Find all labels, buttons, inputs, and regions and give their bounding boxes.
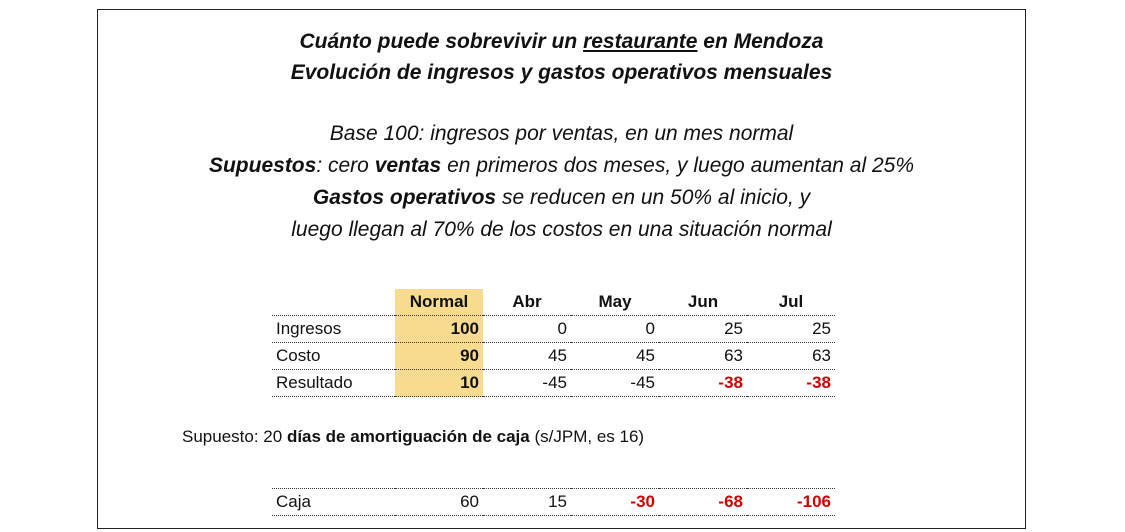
title-text-end: en Mendoza — [703, 30, 824, 53]
row-label: Resultado — [272, 370, 395, 397]
description-line-3 — [98, 182, 1025, 214]
content-frame — [97, 9, 1026, 529]
description — [98, 118, 1025, 246]
cell-negative: -68 — [659, 489, 747, 516]
assumption-prefix: Supuesto: 20 — [182, 427, 283, 446]
title-text: Cuánto puede sobrevivir un — [299, 30, 578, 53]
header-jul: Jul — [747, 289, 835, 316]
cell: 45 — [571, 343, 659, 370]
cell-negative: -106 — [747, 489, 835, 516]
table-header-row — [272, 289, 835, 316]
assumption-bold: días de amortiguación de caja — [286, 427, 530, 446]
cell: 25 — [659, 316, 747, 343]
cell: 63 — [659, 343, 747, 370]
description-line-1: Base 100: ingresos por ventas, en un mes normal — [329, 122, 794, 145]
cell-negative: -38 — [659, 370, 747, 397]
table-row-costo — [272, 343, 835, 370]
desc-text: se reducen en un 50% al inicio, y — [501, 186, 811, 209]
cell: 45 — [483, 343, 571, 370]
description-line-2 — [98, 150, 1025, 182]
assumption-note — [182, 427, 644, 447]
operating-expenses-label: Gastos operativos — [312, 186, 497, 209]
description-line-4: luego llegan al 70% de los costos en una situación normal — [291, 218, 832, 241]
table-row-ingresos — [272, 316, 835, 343]
cell: 0 — [483, 316, 571, 343]
cell: 60 — [395, 489, 483, 516]
cell: 25 — [747, 316, 835, 343]
results-table — [272, 289, 835, 397]
header-normal: Normal — [395, 289, 483, 316]
header-jun: Jun — [659, 289, 747, 316]
desc-text: : cero — [316, 154, 369, 177]
header-empty — [272, 289, 395, 316]
cell: 0 — [571, 316, 659, 343]
sales-word: ventas — [374, 154, 442, 177]
cash-table — [272, 488, 835, 516]
cell: 63 — [747, 343, 835, 370]
assumptions-label: Supuestos — [208, 154, 317, 177]
table-row-resultado — [272, 370, 835, 397]
title-line-1 — [98, 26, 1025, 57]
row-label: Ingresos — [272, 316, 395, 343]
header-may: May — [571, 289, 659, 316]
row-label: Caja — [272, 489, 395, 516]
title — [98, 26, 1025, 88]
cell-negative: -30 — [571, 489, 659, 516]
cell: -45 — [483, 370, 571, 397]
header-abr: Abr — [483, 289, 571, 316]
title-underlined-word: restaurante — [583, 30, 698, 53]
cell-negative: -38 — [747, 370, 835, 397]
cell: -45 — [571, 370, 659, 397]
row-label: Costo — [272, 343, 395, 370]
table-row-caja — [272, 489, 835, 516]
title-line-2: Evolución de ingresos y gastos operativos mensuales — [290, 61, 833, 84]
desc-text: en primeros dos meses, y luego aumentan al 25% — [447, 154, 915, 177]
assumption-suffix: (s/JPM, es 16) — [534, 427, 645, 446]
cell: 90 — [395, 343, 483, 370]
cell: 15 — [483, 489, 571, 516]
cell: 10 — [395, 370, 483, 397]
cell: 100 — [395, 316, 483, 343]
